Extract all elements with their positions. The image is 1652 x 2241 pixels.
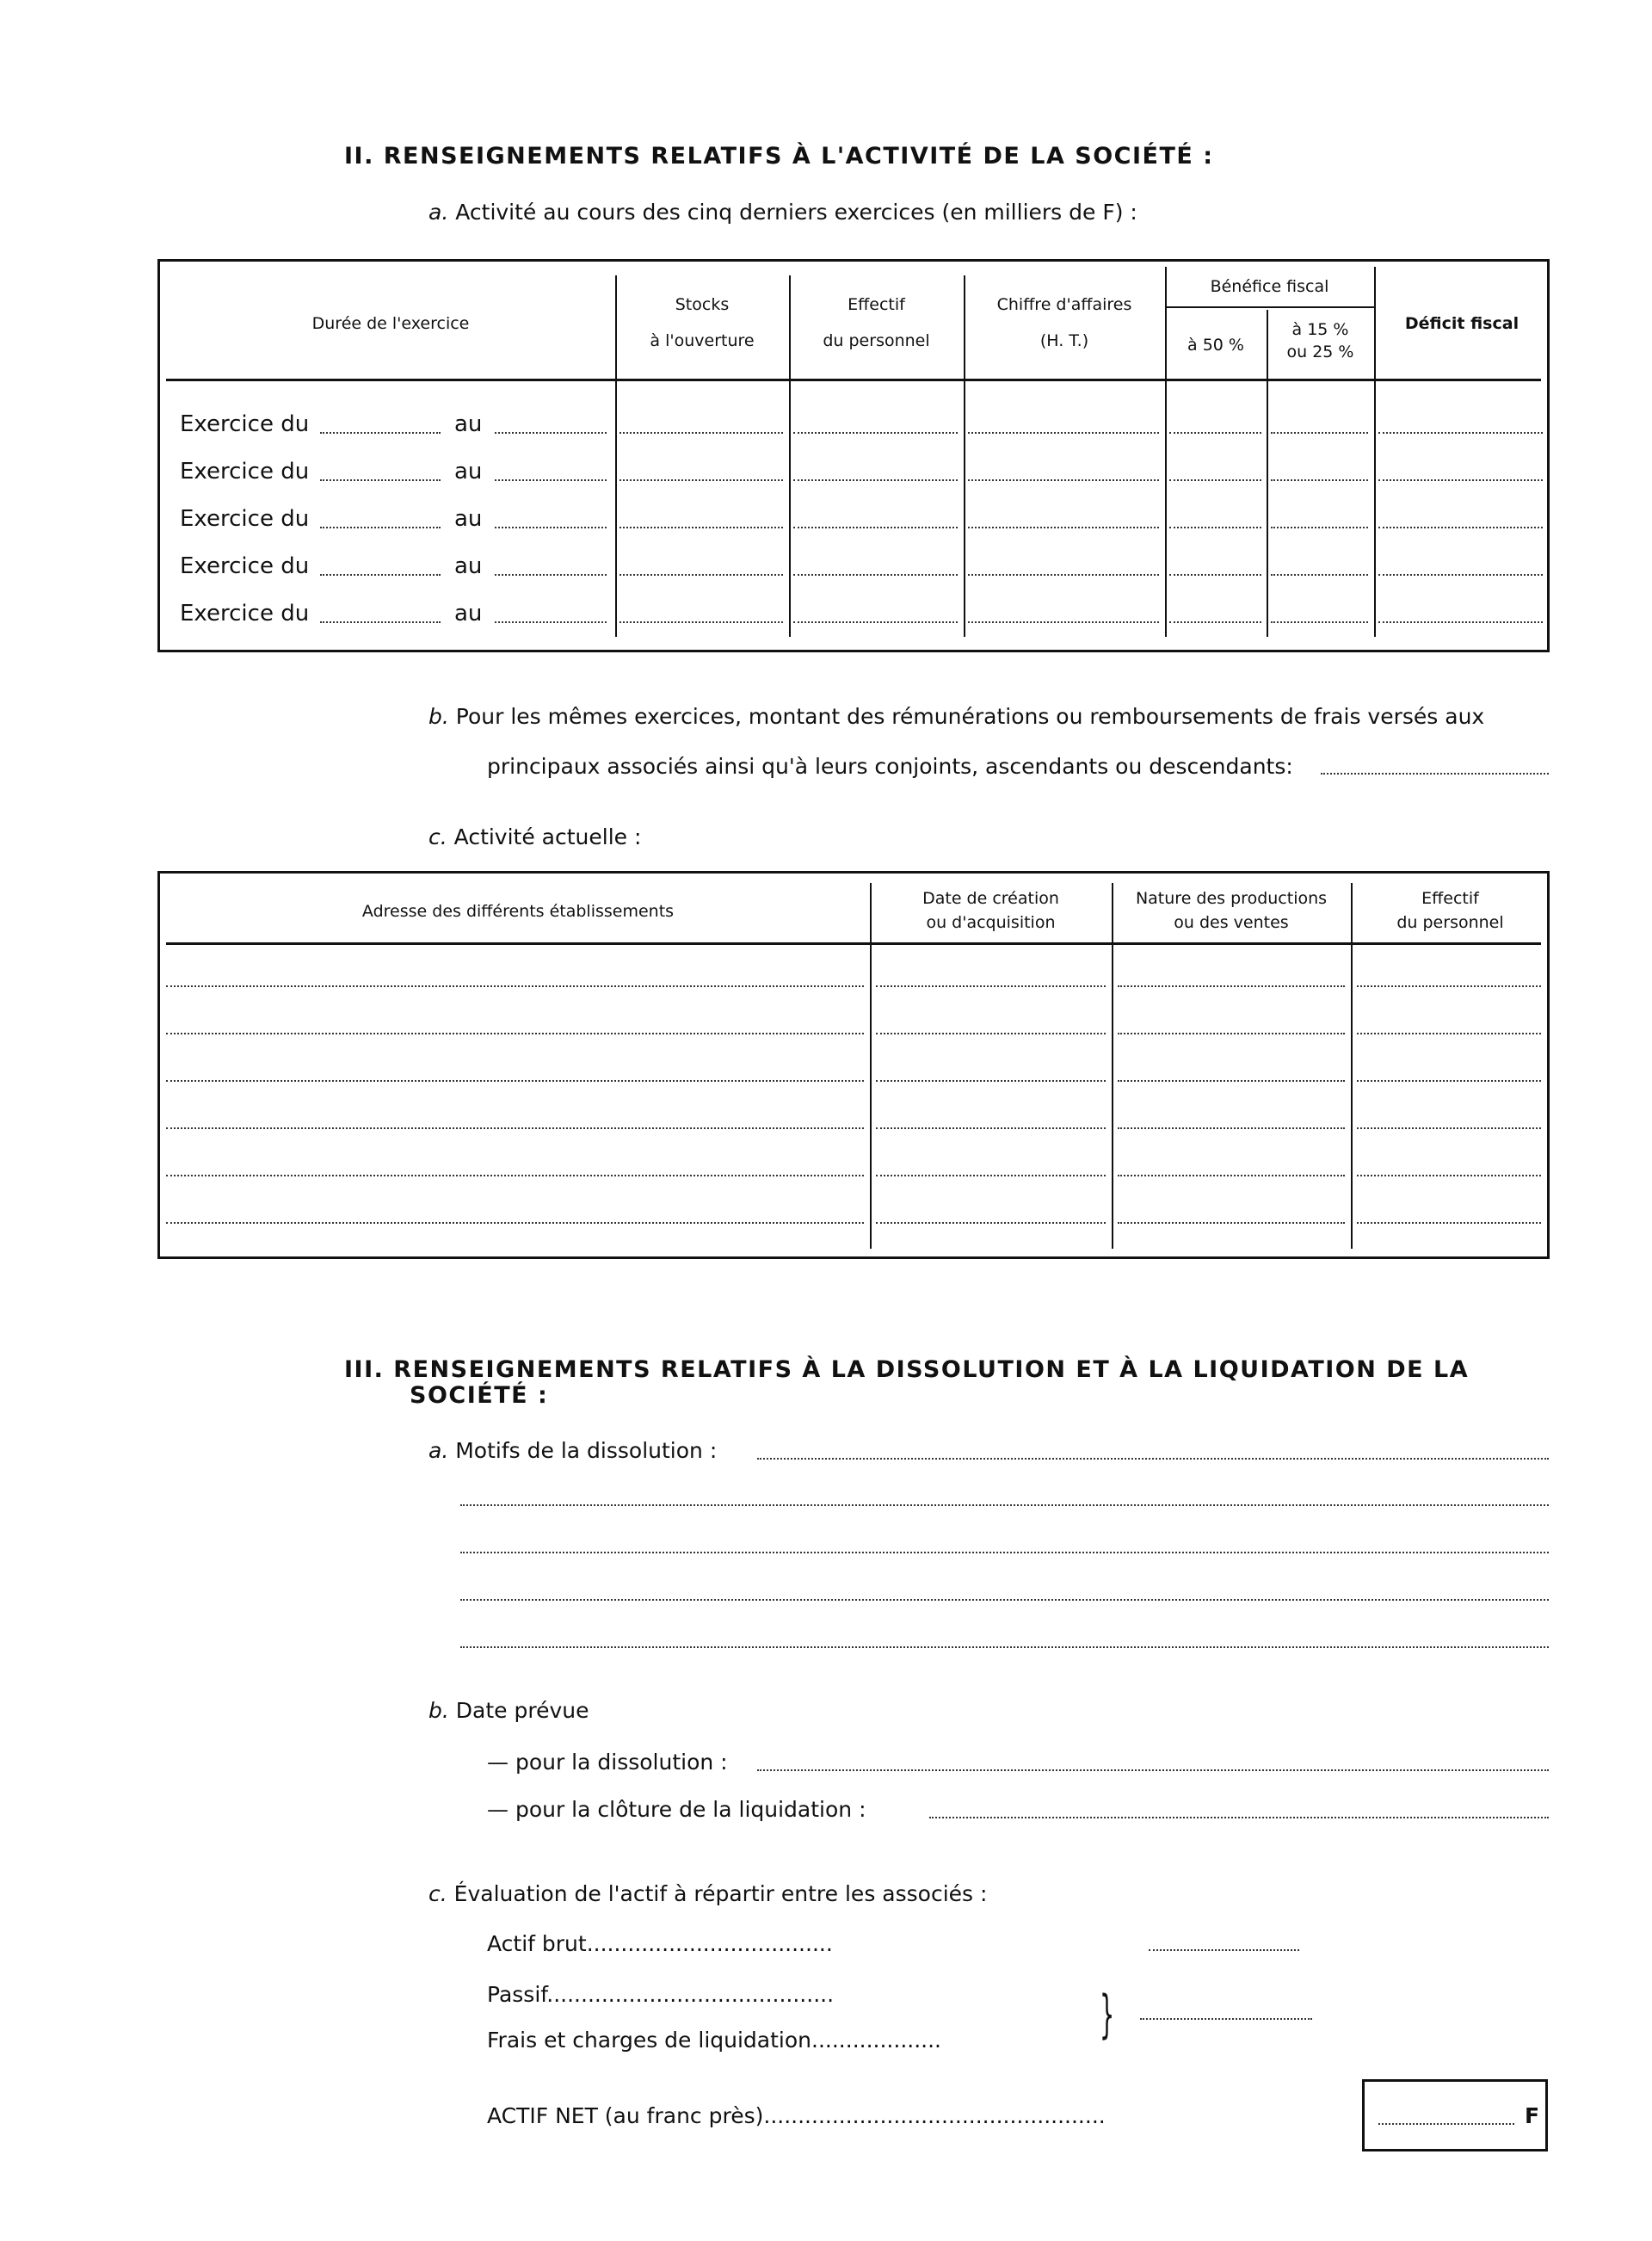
dissolution-date-label: — pour la dissolution :	[487, 1750, 728, 1775]
passif-frais-field[interactable]	[1140, 2018, 1312, 2020]
brace: }	[1100, 1985, 1115, 2045]
actif-net-field[interactable]	[1378, 2123, 1514, 2125]
activity-cell-field[interactable]	[620, 527, 783, 528]
currency-label: F	[1525, 2103, 1540, 2128]
col-header-deficit: Déficit fiscal	[1404, 314, 1519, 333]
section-2-title: II. RENSEIGNEMENTS RELATIFS À L'ACTIVITÉ DE LA SOCIÉTÉ :	[344, 143, 1214, 170]
activity-cell-field[interactable]	[1169, 527, 1261, 528]
section-3a-letter: a.	[428, 1438, 449, 1463]
activity-cell-field[interactable]	[620, 479, 783, 481]
establishment-cell-field[interactable]	[166, 1222, 864, 1224]
activity-cell-field[interactable]	[968, 574, 1159, 576]
actif-net-box[interactable]	[1362, 2079, 1548, 2151]
col-header-15-line1: à 15 %	[1291, 320, 1349, 339]
section-3c-letter: c.	[428, 1881, 447, 1906]
col-header-duree: Durée de l'exercice	[311, 314, 470, 333]
establishment-cell-field[interactable]	[876, 1175, 1106, 1176]
exercice-row-label: Exercice du	[180, 506, 310, 532]
exercice-row-label: Exercice du	[180, 553, 310, 579]
col-header-nature-line1: Nature des productions	[1135, 889, 1328, 908]
section-2b-letter: b.	[428, 704, 449, 729]
col-header-effectif-line1: Effectif	[848, 295, 905, 314]
establishment-cell-field[interactable]	[876, 1033, 1106, 1034]
establishment-cell-field[interactable]	[1357, 1080, 1541, 1082]
establishment-cell-field[interactable]	[1357, 985, 1541, 987]
establishment-cell-field[interactable]	[166, 985, 864, 987]
exercice-row-label: Exercice du	[180, 411, 310, 437]
remunerations-field[interactable]	[1321, 773, 1549, 775]
activity-cell-field[interactable]	[1378, 574, 1543, 576]
establishment-cell-field[interactable]	[1357, 1033, 1541, 1034]
section-2b-line1	[428, 704, 1484, 729]
col-header-stocks-line1: Stocks	[675, 295, 730, 314]
activity-cell-field[interactable]	[793, 432, 958, 434]
establishment-cell-field[interactable]	[1357, 1127, 1541, 1129]
establishments-table-divider	[1351, 883, 1353, 1249]
activity-cell-field[interactable]	[968, 432, 1159, 434]
col-header-effectif2-line2: du personnel	[1396, 913, 1504, 932]
establishment-cell-field[interactable]	[876, 985, 1106, 987]
section-2c-text	[428, 824, 641, 849]
exercice-end-field[interactable]	[495, 527, 607, 528]
activity-cell-field[interactable]	[793, 621, 958, 623]
establishments-table-header-rule	[166, 942, 1541, 945]
activity-cell-field[interactable]	[1378, 527, 1543, 528]
establishment-cell-field[interactable]	[166, 1080, 864, 1082]
exercice-au-label: au	[454, 411, 483, 437]
activity-cell-field[interactable]	[793, 527, 958, 528]
establishments-table-divider	[1112, 883, 1113, 1249]
establishment-cell-field[interactable]	[1357, 1222, 1541, 1224]
establishment-cell-field[interactable]	[876, 1127, 1106, 1129]
actif-brut-field[interactable]	[1149, 1949, 1299, 1951]
section-3a-label: Motifs de la dissolution :	[455, 1438, 718, 1463]
exercice-au-label: au	[454, 553, 483, 579]
section-3c-label: Évaluation de l'actif à répartir entre les associés :	[453, 1881, 988, 1906]
activity-cell-field[interactable]	[1378, 621, 1543, 623]
col-header-date-line2: ou d'acquisition	[926, 913, 1056, 932]
section-2c-letter: c.	[428, 824, 447, 849]
motifs-field-line-3[interactable]	[460, 1552, 1549, 1553]
activity-table-header-rule	[166, 379, 1541, 381]
motifs-field-line-4[interactable]	[460, 1599, 1549, 1601]
establishment-cell-field[interactable]	[1118, 1127, 1345, 1129]
section-3b-label: Date prévue	[455, 1698, 589, 1723]
section-3b-letter: b.	[428, 1698, 449, 1723]
establishment-cell-field[interactable]	[166, 1175, 864, 1176]
cloture-date-field[interactable]	[929, 1817, 1549, 1818]
activity-cell-field[interactable]	[1169, 621, 1261, 623]
exercice-end-field[interactable]	[495, 621, 607, 623]
activity-cell-field[interactable]	[1169, 574, 1261, 576]
establishment-cell-field[interactable]	[876, 1080, 1106, 1082]
establishments-table-divider	[870, 883, 872, 1249]
exercice-end-field[interactable]	[495, 432, 607, 434]
establishment-cell-field[interactable]	[1118, 1222, 1345, 1224]
activity-cell-field[interactable]	[1271, 479, 1368, 481]
establishment-cell-field[interactable]	[1118, 1175, 1345, 1176]
activity-cell-field[interactable]	[968, 527, 1159, 528]
col-header-ca-line2: (H. T.)	[1039, 331, 1089, 350]
exercice-au-label: au	[454, 506, 483, 532]
activity-cell-field[interactable]	[1169, 479, 1261, 481]
exercice-row-label: Exercice du	[180, 601, 310, 627]
exercice-end-field[interactable]	[495, 479, 607, 481]
establishment-cell-field[interactable]	[1118, 1033, 1345, 1034]
activity-cell-field[interactable]	[793, 574, 958, 576]
activity-cell-field[interactable]	[620, 621, 783, 623]
exercice-start-field[interactable]	[320, 621, 441, 623]
establishment-cell-field[interactable]	[1118, 985, 1345, 987]
activity-cell-field[interactable]	[1271, 574, 1368, 576]
col-header-effectif2-line1: Effectif	[1421, 889, 1479, 908]
establishment-cell-field[interactable]	[166, 1033, 864, 1034]
exercice-au-label: au	[454, 459, 483, 485]
col-header-effectif-line2: du personnel	[823, 331, 930, 350]
section-2b-text: Pour les mêmes exercices, montant des rémunérations ou remboursements de frais versés aux	[455, 704, 1485, 729]
col-header-nature-line2: ou des ventes	[1174, 913, 1289, 932]
activity-cell-field[interactable]	[968, 621, 1159, 623]
exercice-end-field[interactable]	[495, 574, 607, 576]
actif-net-label: ACTIF NET (au franc près)..................................................	[487, 2103, 1106, 2128]
section-2a-text	[428, 200, 1137, 225]
actif-brut-label: Actif brut....................................	[487, 1931, 833, 1956]
motifs-field-line-1[interactable]	[757, 1458, 1549, 1460]
activity-cell-field[interactable]	[1271, 621, 1368, 623]
passif-label: Passif..........................................	[487, 1982, 835, 2007]
col-header-15-line2: ou 25 %	[1286, 343, 1354, 361]
dissolution-date-field[interactable]	[757, 1769, 1549, 1771]
section-3c-text	[428, 1881, 987, 1906]
activity-cell-field[interactable]	[1378, 479, 1543, 481]
exercice-au-label: au	[454, 601, 483, 627]
section-2a-label: Activité au cours des cinq derniers exercices (en milliers de F) :	[455, 200, 1137, 225]
frais-label: Frais et charges de liquidation...................	[487, 2028, 942, 2053]
section-2c-label: Activité actuelle :	[453, 824, 642, 849]
exercice-start-field[interactable]	[320, 527, 441, 528]
motifs-field-line-2[interactable]	[460, 1504, 1549, 1506]
section-2b-line2: principaux associés ainsi qu'à leurs conjoints, ascendants ou descendants:	[487, 754, 1293, 779]
exercice-start-field[interactable]	[320, 479, 441, 481]
establishment-cell-field[interactable]	[876, 1222, 1106, 1224]
activity-cell-field[interactable]	[1271, 432, 1368, 434]
activity-cell-field[interactable]	[1271, 527, 1368, 528]
col-header-ca-line1: Chiffre d'affaires	[996, 295, 1132, 314]
activity-cell-field[interactable]	[620, 574, 783, 576]
activity-cell-field[interactable]	[968, 479, 1159, 481]
section-3b-text	[428, 1698, 589, 1723]
establishment-cell-field[interactable]	[1118, 1080, 1345, 1082]
benefice-subheader-rule	[1165, 306, 1374, 308]
exercice-row-label: Exercice du	[180, 459, 310, 485]
col-header-benefice: Bénéfice fiscal	[1210, 277, 1329, 296]
exercice-start-field[interactable]	[320, 432, 441, 434]
section-3-title-line2: SOCIÉTÉ :	[410, 1382, 549, 1409]
col-header-50: à 50 %	[1187, 336, 1244, 355]
activity-cell-field[interactable]	[793, 479, 958, 481]
section-3a-text	[428, 1438, 717, 1463]
activity-table-divider	[1165, 267, 1167, 637]
section-2a-letter: a.	[428, 200, 449, 225]
cloture-date-label: — pour la clôture de la liquidation :	[487, 1797, 866, 1822]
motifs-field-line-5[interactable]	[460, 1646, 1549, 1648]
col-header-date-line1: Date de création	[922, 889, 1059, 908]
establishment-cell-field[interactable]	[166, 1127, 864, 1129]
activity-cell-field[interactable]	[620, 432, 783, 434]
section-3-title-line1: III. RENSEIGNEMENTS RELATIFS À LA DISSOLUTION ET À LA LIQUIDATION DE LA	[344, 1356, 1470, 1383]
col-header-stocks-line2: à l'ouverture	[650, 331, 755, 350]
activity-cell-field[interactable]	[1378, 432, 1543, 434]
establishment-cell-field[interactable]	[1357, 1175, 1541, 1176]
col-header-adresse: Adresse des différents établissements	[361, 902, 675, 921]
activity-cell-field[interactable]	[1169, 432, 1261, 434]
exercice-start-field[interactable]	[320, 574, 441, 576]
